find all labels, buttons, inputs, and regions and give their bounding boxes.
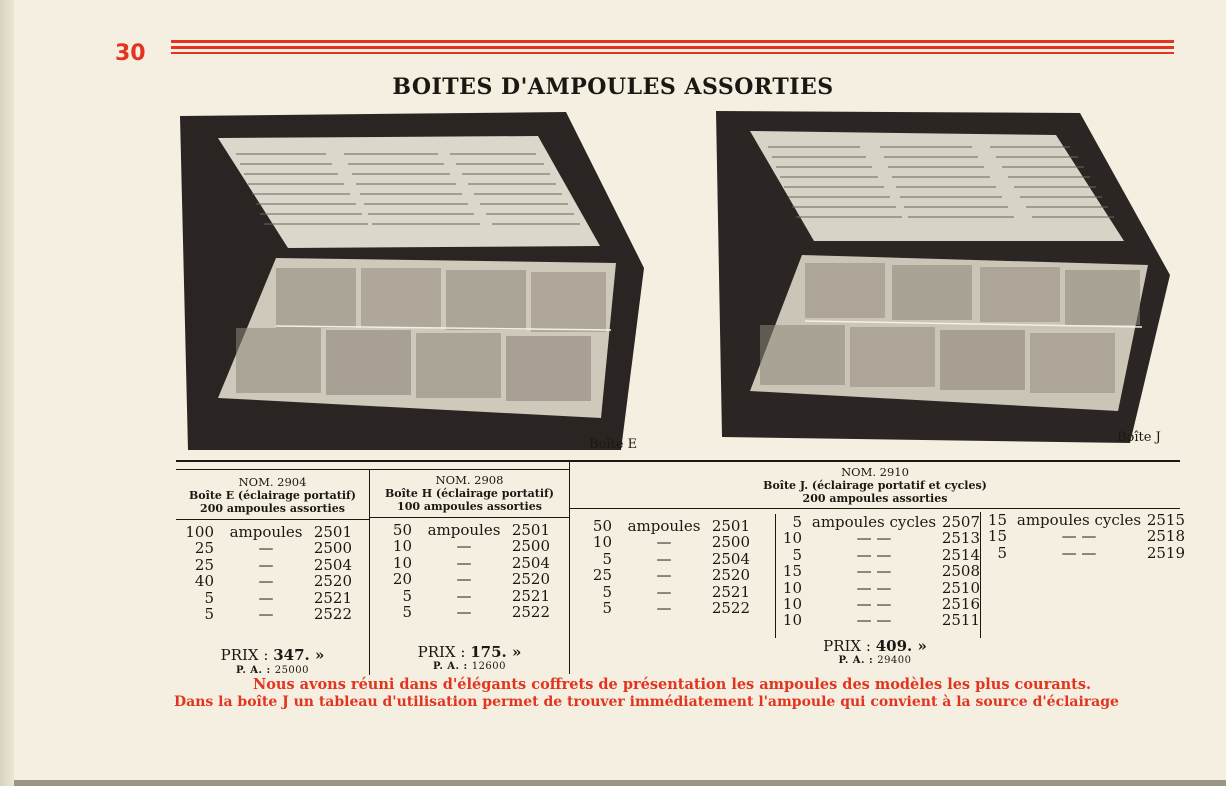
- rows-box-j-col1: [580, 518, 750, 616]
- box-e-photo: [176, 108, 646, 453]
- pa-label: P. A. :: [838, 655, 874, 666]
- box-j-photo: [710, 105, 1172, 445]
- header-rule-middle: [171, 46, 1174, 49]
- table-row: 5 ampoules cycles 2507: [792, 513, 980, 531]
- title-box-e: Boîte E (éclairage portatif): [189, 489, 356, 502]
- header-rule-box-h: [370, 517, 569, 518]
- price-label: PRIX :: [220, 646, 269, 664]
- table-row: 100 ampoules 2501: [185, 523, 352, 541]
- table-row: 15 ampoules cycles 2515: [987, 511, 1185, 529]
- nom-box-h: NOM. 2908: [435, 473, 504, 487]
- page-bottom-edge: [14, 780, 1226, 786]
- pa-box-j: [770, 655, 980, 666]
- table-row: 5 — 2521: [204, 588, 352, 607]
- page-title: BOITES D'AMPOULES ASSORTIES: [392, 74, 834, 100]
- price-label: PRIX :: [823, 637, 871, 655]
- table-subrule-left: [176, 469, 570, 470]
- table-row: 25 — 2504: [194, 555, 352, 574]
- table-row: 40 — 2520: [194, 572, 352, 591]
- caption-boite-e: Boîte E: [589, 437, 638, 452]
- count-box-j: 200 ampoules assorties: [802, 492, 948, 505]
- price-box-e: [176, 646, 369, 664]
- rows-box-j-col3: [975, 512, 1185, 561]
- table-row: 25 — 2500: [194, 539, 352, 558]
- pa-box-h: [370, 661, 569, 672]
- header-box-h: [370, 474, 569, 513]
- title-box-j: Boîte J. (éclairage portatif et cycles): [763, 479, 987, 492]
- table-row: 25 — 2520: [592, 566, 750, 585]
- table-row: 5 — 2504: [602, 549, 750, 568]
- table-row: 5 — 2521: [602, 582, 750, 601]
- price-box-h: [370, 643, 569, 661]
- table-row: 5 — 2521: [402, 586, 550, 605]
- header-rule-top: [171, 40, 1174, 43]
- rows-box-j-col2: [770, 514, 980, 629]
- table-row: 10 — — 2511: [782, 611, 980, 630]
- table-row: 15 — — 2508: [782, 562, 980, 581]
- header-box-e: [176, 476, 369, 515]
- page-gutter: [0, 0, 14, 786]
- pa-box-e: [176, 665, 369, 676]
- header-rule-bottom: [171, 52, 1174, 54]
- count-box-h: 100 ampoules assorties: [397, 500, 542, 513]
- table-row: 20 — 2520: [392, 570, 550, 589]
- price-value: 347. »: [273, 646, 325, 664]
- table-row: 15 — — 2518: [987, 527, 1185, 546]
- footer-note-2: Dans la boîte J un tableau d'utilisation permet de trouver immédiatement l'ampoule qui convient à la source d'éclairage: [174, 694, 1119, 710]
- table-row: 5 — 2522: [402, 602, 550, 621]
- header-rule-box-e: [176, 519, 369, 520]
- title-box-h: Boîte H (éclairage portatif): [384, 487, 554, 500]
- rows-box-e: [182, 524, 352, 622]
- nom-box-j: NOM. 2910: [841, 465, 909, 479]
- table-row: 50 ampoules 2501: [592, 517, 750, 535]
- price-label: PRIX :: [417, 643, 466, 661]
- table-row: 5 — — 2519: [997, 543, 1185, 562]
- price-value: 175. »: [470, 643, 522, 661]
- table-row: 10 — 2500: [592, 533, 750, 552]
- pa-value: 12600: [471, 661, 507, 672]
- pa-label: P. A. :: [432, 661, 468, 672]
- nom-box-e: NOM. 2904: [238, 475, 307, 489]
- table-row: 5 — — 2514: [792, 545, 980, 564]
- caption-boite-j: Boîte J: [1117, 430, 1161, 445]
- table-row: 5 — 2522: [602, 598, 750, 617]
- header-box-j: [570, 466, 1180, 505]
- count-box-e: 200 ampoules assorties: [200, 502, 345, 515]
- price-box-j: [770, 637, 980, 655]
- table-row: 10 — — 2510: [782, 578, 980, 597]
- pa-label: P. A. :: [235, 665, 271, 676]
- table-top-rule: [176, 460, 1180, 462]
- table-row: 10 — 2500: [392, 537, 550, 556]
- table-row: 5 — 2522: [204, 604, 352, 623]
- page-number: 30: [115, 41, 146, 66]
- table-row: 10 — — 2513: [782, 529, 980, 548]
- footer-note-1: Nous avons réuni dans d'élégants coffrets de présentation les ampoules des modèles les plus courants.: [253, 676, 1092, 693]
- rows-box-h: [380, 522, 550, 620]
- table-row: 10 — 2504: [392, 553, 550, 572]
- table-row: 10 — — 2516: [782, 594, 980, 613]
- header-rule-box-j: [570, 508, 1180, 509]
- pa-value: 25000: [274, 665, 310, 676]
- table-row: 50 ampoules 2501: [392, 521, 550, 539]
- price-value: 409. »: [875, 637, 927, 655]
- pa-value: 29400: [877, 655, 912, 666]
